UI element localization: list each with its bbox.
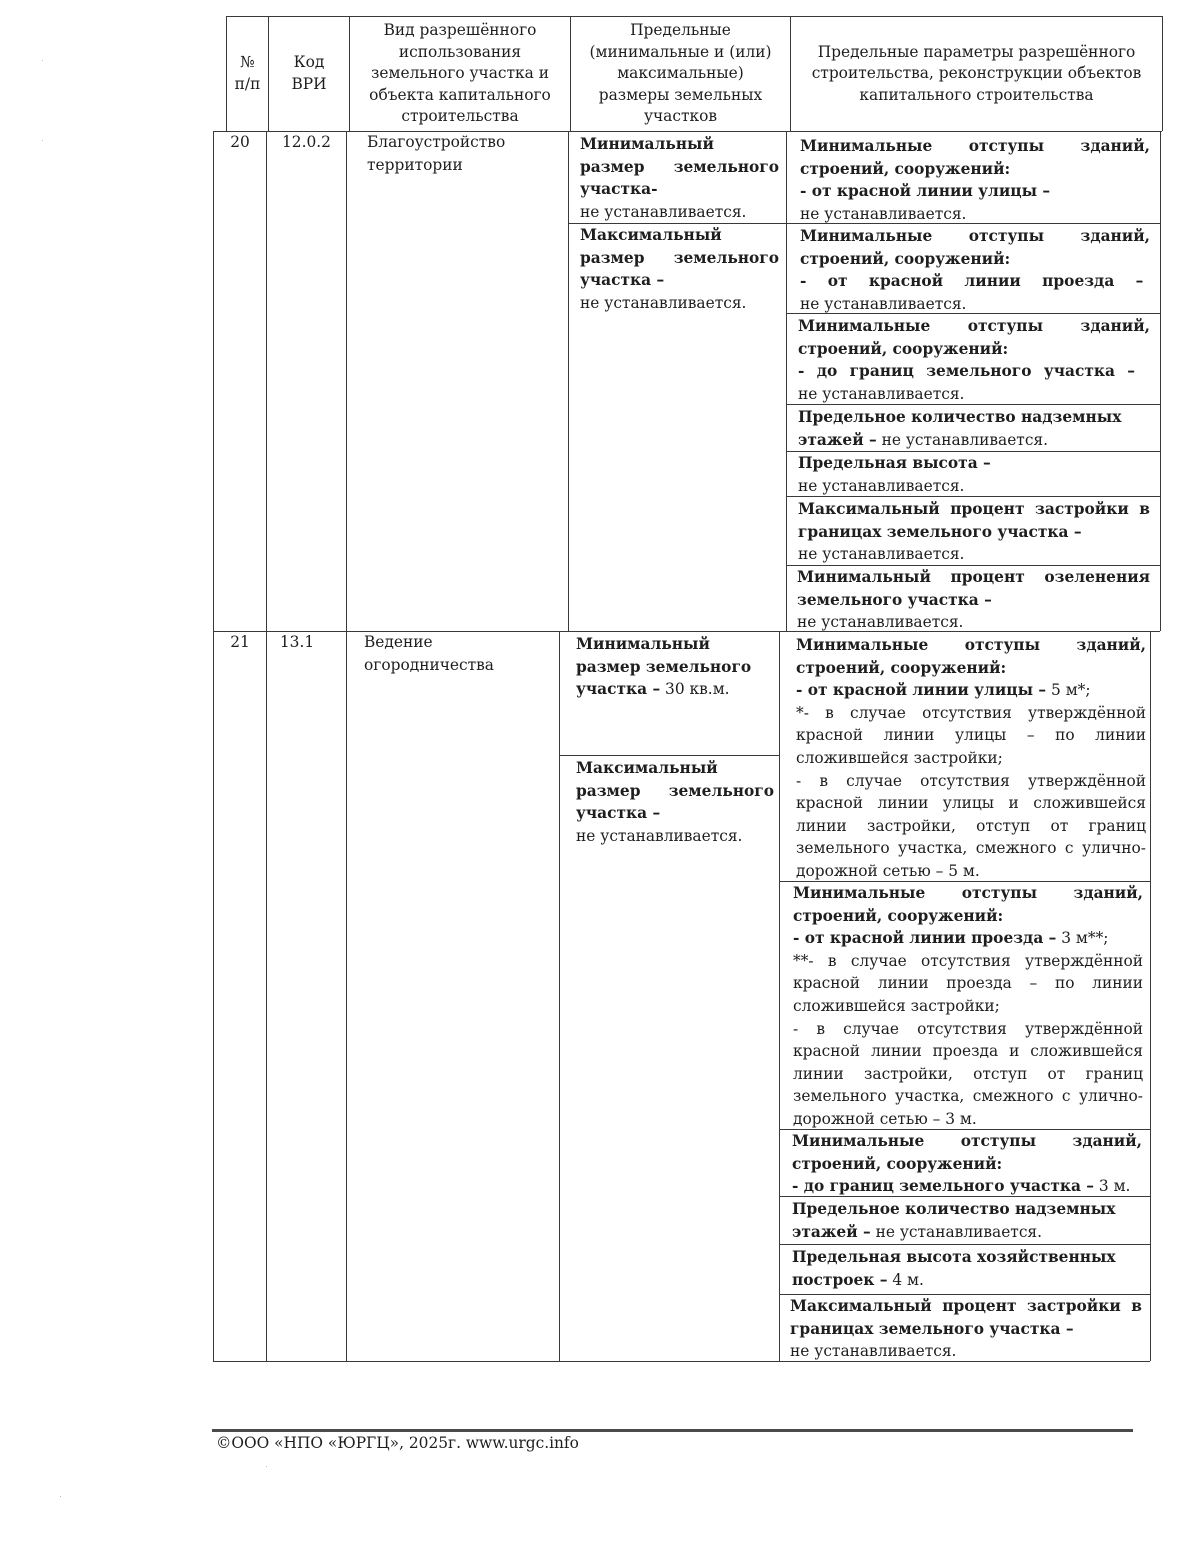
- header-separator: [213, 131, 1162, 132]
- row20-num: 20: [230, 133, 250, 151]
- table-border-right-row20: [1160, 131, 1161, 631]
- param-note: *- в случае отсутствия утверждённой красной линии улицы – по линии сложившейся застройки;: [796, 703, 1146, 767]
- param-sub: - от красной линии проезда –: [793, 929, 1057, 948]
- param-label: Минимальные отступы зданий, строений, сооружений:: [793, 884, 1143, 925]
- size-label: Минимальный размер земельного участка-: [580, 135, 779, 199]
- param-label: Минимальные отступы зданий, строений, сооружений:: [792, 1132, 1142, 1173]
- header-parameters: Предельные параметры разрешённого строительства, реконструкции объектов капитального строительства: [811, 42, 1142, 104]
- col-line-3-row21: [559, 631, 560, 1361]
- table-border-left: [213, 131, 214, 1361]
- param-label: Предельная высота хозяйственных построек –: [792, 1248, 1116, 1289]
- row20-use: Благоустройство территории: [367, 133, 506, 174]
- row21-size-max: [576, 757, 774, 847]
- param-label: Минимальные отступы зданий, строений, сооружений:: [796, 636, 1146, 677]
- param-label: Предельное количество надземных этажей –: [792, 1200, 1116, 1241]
- param-value: не устанавливается.: [798, 384, 965, 403]
- param-value: не устанавливается.: [798, 545, 965, 564]
- param-value: не устанавливается.: [798, 476, 965, 495]
- header-num: № п/п: [234, 53, 261, 93]
- param-label: Минимальные отступы зданий, строений, сооружений:: [798, 317, 1150, 358]
- row20-param-6: [798, 498, 1150, 566]
- col-line-1: [266, 131, 267, 1361]
- param-sub: - от красной линии проезда –: [800, 272, 1144, 291]
- r21-param-divider-4: [779, 1244, 1150, 1245]
- row20-param-7: [797, 566, 1150, 634]
- size-value: 30 кв.м.: [665, 680, 730, 699]
- row21-param-4: [792, 1198, 1142, 1243]
- param-sub: - от красной линии улицы –: [800, 182, 1051, 201]
- param-label: Минимальные отступы зданий, строений, сооружений:: [800, 227, 1150, 268]
- table-border-right-row21: [1150, 631, 1151, 1361]
- header-use-type: Вид разрешённого использования земельного участка и объекта капитального строительства: [369, 21, 551, 126]
- row21-param-3: [792, 1130, 1142, 1198]
- footer-copyright: ©ООО «НПО «ЮРГЦ», 2025г. www.urgc.info: [216, 1434, 579, 1452]
- col-line-3-row20: [568, 131, 569, 631]
- row21-param-1: [796, 634, 1146, 883]
- size-label: Максимальный размер земельного участка –: [580, 226, 779, 290]
- param-value: не устанавливается.: [797, 613, 964, 632]
- param-value: не устанавливается.: [875, 1222, 1043, 1241]
- row20-param-3: [798, 315, 1150, 405]
- param-note: **- в случае отсутствия утверждённой красной линии проезда – по линии сложившейся застройки;: [793, 951, 1143, 1015]
- row21-param-5: [792, 1246, 1142, 1291]
- size-value: не устанавливается.: [576, 826, 743, 845]
- param-note: - в случае отсутствия утверждённой красной линии улицы и сложившейся линии застройки, отступ от границ земельного участка, смежного с улично-дорожной сетью – 5 м.: [796, 771, 1146, 880]
- param-value: 3 м**;: [1061, 929, 1109, 948]
- param-value: не устанавливается.: [800, 294, 967, 313]
- scan-speck: [42, 60, 43, 61]
- row20-size-min: [580, 133, 779, 223]
- row20-param-1: [800, 135, 1150, 225]
- row20-code: 12.0.2: [282, 133, 331, 151]
- param-value: 3 м.: [1098, 1177, 1131, 1196]
- row20-size-max: [580, 224, 779, 314]
- param-value: 5 м*;: [1051, 681, 1091, 700]
- param-label: Предельное количество надземных этажей –: [798, 408, 1122, 449]
- col-line-4-row20: [786, 131, 787, 631]
- table-border-right-header: [1162, 16, 1163, 131]
- col-line-2: [346, 131, 347, 1361]
- row20-param-2: [800, 225, 1150, 315]
- param-label: Максимальный процент застройки в границах земельного участка –: [798, 500, 1150, 541]
- row21-use: Ведение огородничества: [364, 633, 494, 674]
- row20-param-5: [798, 452, 1150, 497]
- r21-size-divider: [559, 755, 779, 756]
- row21-param-2: [793, 882, 1143, 1131]
- param-label: Минимальные отступы зданий, строений, сооружений:: [800, 137, 1150, 178]
- param-value: не устанавливается.: [790, 1342, 957, 1361]
- param-note: - в случае отсутствия утверждённой красной линии проезда и сложившейся линии застройки, отступ от границ земельного участка, смежного с улично-дорожной сетью – 3 м.: [793, 1019, 1143, 1128]
- footer-rule: [212, 1429, 1133, 1432]
- param-sub: - от красной линии улицы –: [796, 681, 1047, 700]
- param-value: 4 м.: [892, 1270, 924, 1289]
- param-label: Максимальный процент застройки в границах земельного участка –: [790, 1297, 1142, 1338]
- param-label: Минимальный процент озеленения земельного участка –: [797, 568, 1150, 609]
- col-line-4-row21: [779, 631, 780, 1361]
- header-code: Код ВРИ: [291, 53, 327, 93]
- row21-param-6: [790, 1295, 1142, 1363]
- param-sub: - до границ земельного участка –: [798, 362, 1135, 381]
- size-label: Максимальный размер земельного участка –: [576, 759, 774, 823]
- row21-size-min: [576, 633, 774, 701]
- param-value: не устанавливается.: [800, 204, 967, 223]
- scan-speck: [60, 1496, 61, 1497]
- header-plot-size: Предельные (минимальные и (или) максимальные) размеры земельных участков: [589, 21, 772, 126]
- size-value: не устанавливается.: [580, 202, 747, 221]
- row21-num: 21: [230, 633, 250, 651]
- scan-speck: [266, 1466, 267, 1467]
- param-sub: - до границ земельного участка –: [792, 1177, 1094, 1196]
- size-value: не устанавливается.: [580, 293, 747, 312]
- row20-param-4: [798, 406, 1150, 451]
- size-label: Минимальный размер земельного участка –: [576, 635, 752, 699]
- row21-code: 13.1: [279, 633, 315, 651]
- param-label: Предельная высота –: [798, 454, 991, 472]
- param-value: не устанавливается.: [881, 430, 1049, 449]
- scan-speck: [42, 140, 43, 141]
